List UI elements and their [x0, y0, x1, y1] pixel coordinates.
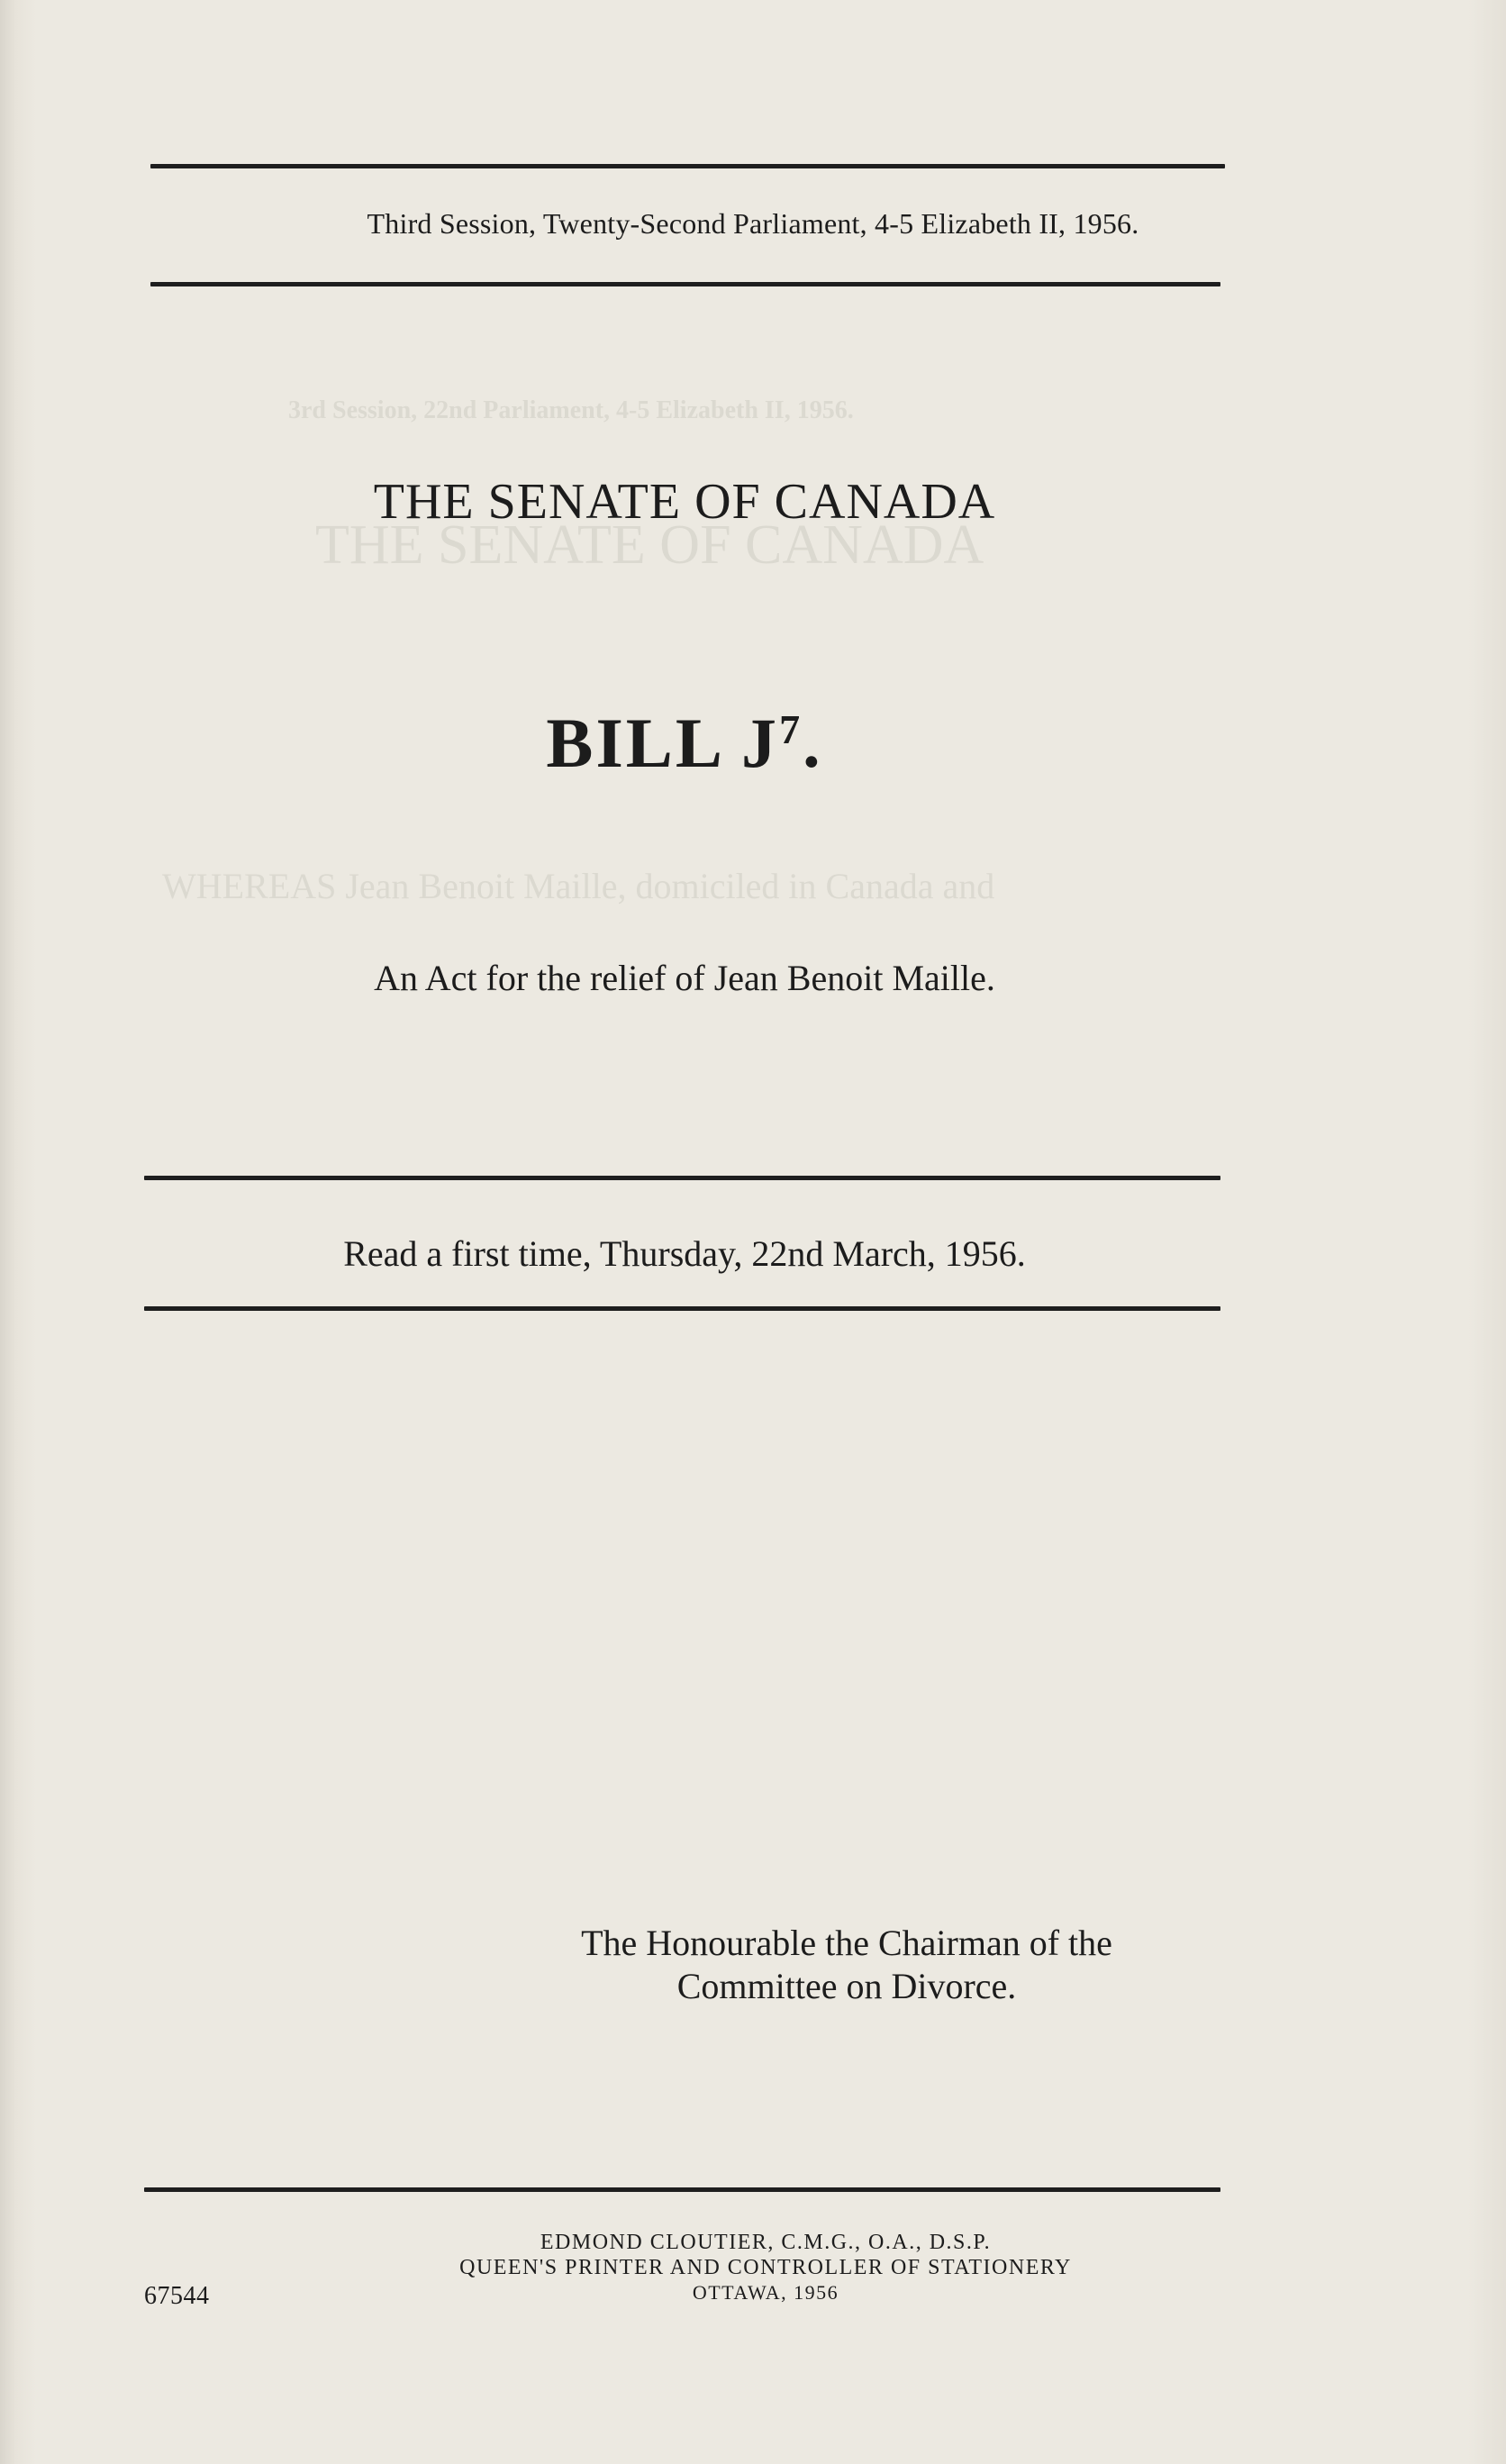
- top-rule: [150, 164, 1225, 168]
- bill-superscript: 7: [779, 706, 803, 752]
- sponsor-line-2: Committee on Divorce.: [676, 1966, 1017, 2006]
- chamber-title: THE SENATE OF CANADA: [373, 474, 996, 530]
- imprint-line-1: EDMOND CLOUTIER, C.M.G., O.A., D.S.P.: [540, 2231, 992, 2254]
- session-rule: [150, 282, 1220, 286]
- sponsor-line-1: The Honourable the Chairman of the: [581, 1923, 1112, 1963]
- bill-prefix: BILL J: [546, 704, 780, 782]
- session-heading: Third Session, Twenty-Second Parliament, 4-5 Elizabeth II, 1956.: [367, 207, 1139, 240]
- document-number: 67544: [144, 2282, 210, 2310]
- first-reading: Read a first time, Thursday, 22nd March, 1956.: [343, 1233, 1026, 1274]
- act-description: An Act for the relief of Jean Benoit Maille.: [374, 958, 995, 998]
- imprint-rule: [144, 2187, 1220, 2192]
- imprint-line-2: QUEEN'S PRINTER AND CONTROLLER OF STATIONERY: [459, 2256, 1072, 2279]
- reading-bottom-rule: [144, 1306, 1220, 1311]
- bleed-through-text: THE SENATE OF CANADA: [315, 514, 984, 576]
- bill-suffix: .: [803, 704, 823, 782]
- printer-imprint: [225, 2230, 1306, 2305]
- sponsor-block: [486, 1922, 1207, 2008]
- imprint-line-3: OTTAWA, 1956: [692, 2281, 839, 2304]
- reading-top-rule: [144, 1176, 1220, 1180]
- bill-number: [0, 703, 1369, 784]
- bleed-through-text: 3rd Session, 22nd Parliament, 4-5 Elizabeth II, 1956.: [288, 396, 854, 424]
- bleed-through-text: WHEREAS Jean Benoit Maille, domiciled in Canada and: [162, 866, 995, 906]
